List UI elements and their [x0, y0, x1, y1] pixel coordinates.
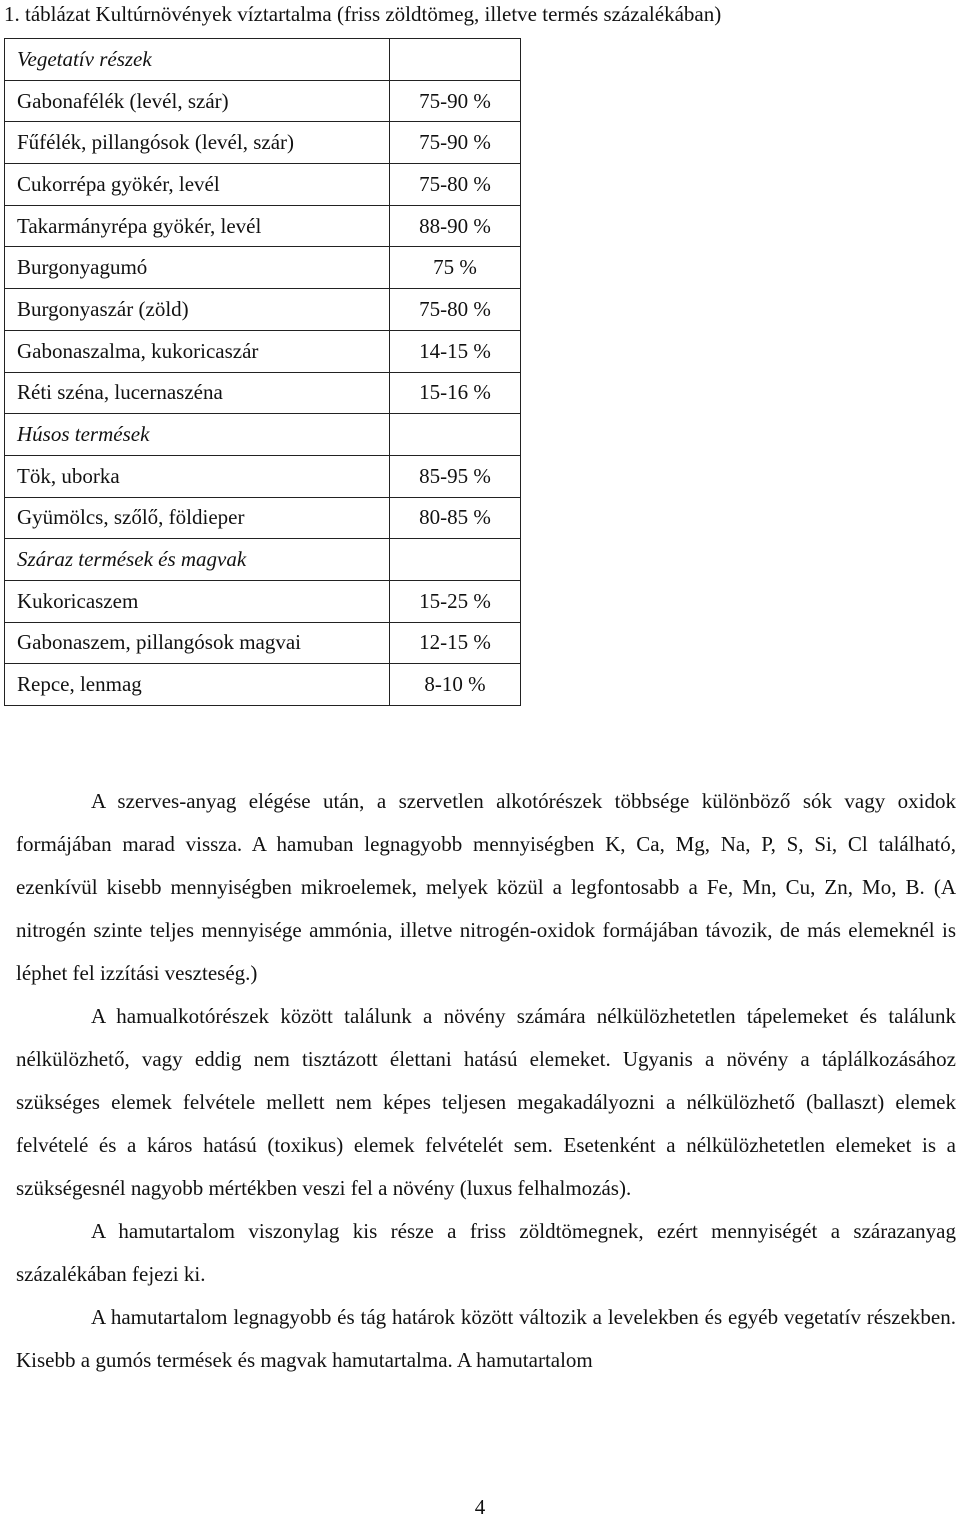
crop-name-cell: Gyümölcs, szőlő, földieper — [5, 497, 390, 539]
water-content-cell: 15-25 % — [390, 580, 521, 622]
table-body — [5, 39, 521, 706]
crop-name-cell: Kukoricaszem — [5, 580, 390, 622]
crop-name-cell: Burgonyaszár (zöld) — [5, 289, 390, 331]
crop-name-cell: Burgonyagumó — [5, 247, 390, 289]
crop-name-cell: Gabonafélék (levél, szár) — [5, 80, 390, 122]
table-caption: 1. táblázat Kultúrnövények víztartalma (friss zöldtömeg, illetve termés százalékában) — [4, 2, 722, 26]
water-content-cell — [390, 414, 521, 456]
table-section-row — [5, 539, 521, 581]
crop-name-cell: Takarmányrépa gyökér, levél — [5, 205, 390, 247]
table-row — [5, 122, 521, 164]
water-content-cell: 12-15 % — [390, 622, 521, 664]
crop-name-cell: Gabonaszem, pillangósok magvai — [5, 622, 390, 664]
table-section-row — [5, 39, 521, 81]
water-content-cell: 80-85 % — [390, 497, 521, 539]
crop-name-cell: Fűfélék, pillangósok (levél, szár) — [5, 122, 390, 164]
section-heading-cell: Száraz termések és magvak — [5, 539, 390, 581]
water-content-cell — [390, 39, 521, 81]
table-row — [5, 455, 521, 497]
body-text — [16, 780, 956, 1382]
water-content-cell: 15-16 % — [390, 372, 521, 414]
water-content-cell: 85-95 % — [390, 455, 521, 497]
crop-name-cell: Cukorrépa gyökér, levél — [5, 164, 390, 206]
paragraph: A hamutartalom legnagyobb és tág határok között változik a levelekben és egyéb vegetatív részekben. Kisebb a gumós termések és magvak hamutartalma. A hamutartalom — [16, 1305, 956, 1372]
table-row — [5, 247, 521, 289]
table-row — [5, 622, 521, 664]
page-number: 4 — [474, 1495, 486, 1519]
water-content-cell: 75-90 % — [390, 122, 521, 164]
table-row — [5, 330, 521, 372]
water-content-cell — [390, 539, 521, 581]
water-content-cell: 75-90 % — [390, 80, 521, 122]
table-row — [5, 205, 521, 247]
crop-name-cell: Tök, uborka — [5, 455, 390, 497]
paragraph: A szerves-anyag elégése után, a szervetlen alkotórészek többsége különböző sók vagy oxidok formájában marad vissza. A hamuban legnagyobb mennyiségben K, Ca, Mg, Na, P, S, Si, Cl található, ezenkívül kisebb mennyiségben mikroelemek, melyek közül a legfontosabb a Fe, Mn, Cu, Zn, Mo, B. (A nitrogén szinte teljes mennyisége ammónia, illetve nitrogén-oxidok formájában távozik, de más elemeknél is léphet fel izzítási veszteség.) — [16, 789, 956, 985]
water-content-cell: 75 % — [390, 247, 521, 289]
table-row — [5, 497, 521, 539]
table-row — [5, 164, 521, 206]
water-content-cell: 88-90 % — [390, 205, 521, 247]
crop-name-cell: Réti széna, lucernaszéna — [5, 372, 390, 414]
table-row — [5, 289, 521, 331]
water-content-cell: 75-80 % — [390, 289, 521, 331]
water-content-cell: 8-10 % — [390, 664, 521, 706]
crop-name-cell: Repce, lenmag — [5, 664, 390, 706]
water-content-cell: 14-15 % — [390, 330, 521, 372]
paragraph: A hamutartalom viszonylag kis része a friss zöldtömegnek, ezért mennyiségét a szárazanyag százalékában fejezi ki. — [16, 1219, 956, 1286]
paragraph: A hamualkotórészek között találunk a növény számára nélkülözhetetlen tápelemeket és találunk nélkülözhető, vagy eddig nem tisztázott élettani hatású elemeket. Ugyanis a növény a táplálkozásához szükséges elemek felvétele mellett nem képes teljesen megakadályozni a nélkülözhető (ballaszt) elemek felvételé és a káros hatású (toxikus) elemek felvételét sem. Esetenként a nélkülözhetetlen elemeket is a szükségesnél nagyobb mértékben veszi fel a növény (luxus felhalmozás). — [16, 1004, 956, 1200]
section-heading-cell: Vegetatív részek — [5, 39, 390, 81]
section-heading-cell: Húsos termések — [5, 414, 390, 456]
water-content-cell: 75-80 % — [390, 164, 521, 206]
table-row — [5, 580, 521, 622]
table-row — [5, 664, 521, 706]
water-content-table — [4, 38, 521, 706]
table-row — [5, 372, 521, 414]
table-row — [5, 80, 521, 122]
crop-name-cell: Gabonaszalma, kukoricaszár — [5, 330, 390, 372]
table-section-row — [5, 414, 521, 456]
